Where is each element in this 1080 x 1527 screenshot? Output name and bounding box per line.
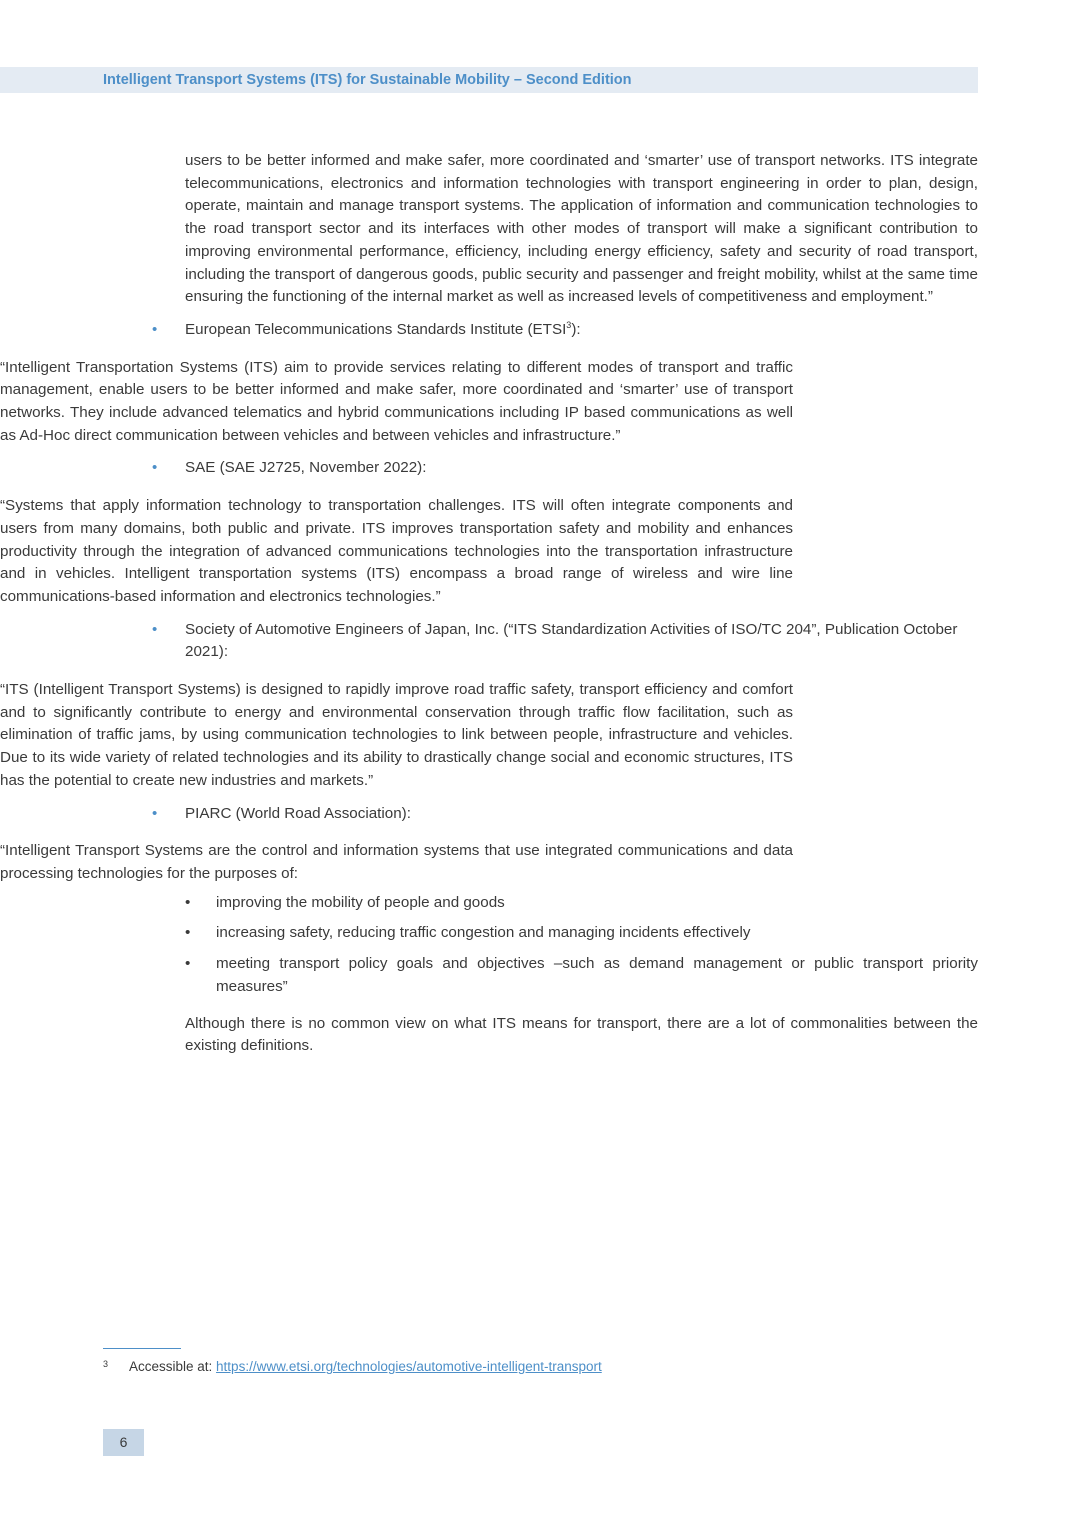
source-label: SAE (SAE J2725, November 2022): <box>185 459 427 477</box>
source-label-end: ): <box>571 320 581 338</box>
footnote-label: Accessible at: <box>129 1359 217 1374</box>
footnote-divider <box>103 1348 181 1349</box>
running-header-title: Intelligent Transport Systems (ITS) for Sustainable Mobility – Second Edition <box>103 72 632 88</box>
list-item-text: increasing safety, reducing traffic congestion and managing incidents effectively <box>216 924 751 942</box>
bullet-icon: • <box>152 320 158 338</box>
list-item <box>185 953 978 998</box>
source-label: PIARC (World Road Association): <box>185 804 411 822</box>
definition-quote-sae: “Systems that apply information technology to transportation challenges. ITS will often integrate components and users from many domains, both public and private. ITS improves transportation safety and mobility and enhances productivity through the integration of advanced communications technologies into the transportation infrastructure and in vehicles. Intelligent transportation systems (ITS) encompass a broad range of wireless and wire line communications-based information and electronics technologies.” <box>0 497 793 605</box>
closing-paragraph: Although there is no common view on what ITS means for transport, there are a lot of commonalities between the existing definitions. <box>185 1014 978 1055</box>
page-number: 6 <box>103 1429 144 1456</box>
definition-quote-etsi: “Intelligent Transportation Systems (ITS) aim to provide services relating to different modes of transport and traffic management, enable users to be better informed and make safer, more coordinated and ‘smarter’ use of transport networks. They include advanced telematics and hybrid communications including IP based communications as well as Ad-Hoc direct communication between vehicles and between vehicles and infrastructure.” <box>0 358 793 444</box>
bullet-icon: • <box>185 924 191 942</box>
bullet-icon: • <box>152 620 158 638</box>
bullet-icon: • <box>152 804 158 822</box>
definition-source-jsae <box>152 619 978 664</box>
footnote-ref[interactable]: 3 <box>566 319 572 330</box>
intro-paragraph: users to be better informed and make safer, more coordinated and ‘smarter’ use of transport networks. ITS integrate telecommunications, electronics and information technologies with transport engineering in order to plan, design, operate, maintain and manage transport systems. The application of information and communication technologies to the road transport sector and its interfaces with other modes of transport will make a significant contribution to improving environmental performance, efficiency, including energy efficiency, safety and security of road transport, including the transport of dangerous goods, public security and passenger and freight mobility, whilst at the same time ensuring the functioning of the internal market as well as increased levels of competitiveness and employment.” <box>185 152 978 306</box>
list-item-text: improving the mobility of people and goods <box>216 893 505 911</box>
list-item-text: meeting transport policy goals and objectives –such as demand management or public transport priority measures” <box>216 955 978 995</box>
source-label: European Telecommunications Standards Institute (ETSI <box>185 320 567 338</box>
definition-source-piarc <box>152 803 978 826</box>
footnote <box>103 1359 602 1374</box>
list-item <box>185 892 978 915</box>
piarc-purposes-list <box>185 892 978 999</box>
definition-quote-jsae: “ITS (Intelligent Transport Systems) is designed to rapidly improve road traffic safety, transport efficiency and comfort and to significantly contribute to energy and environmental conservation through traffic flow facilitation, such as elimination of traffic jams, by using communication technologies to link between people, infrastructure and vehicles. Due to its wide variety of related technologies and its ability to drastically change social and economic structures, ITS has the potential to create new industries and markets.” <box>0 681 793 789</box>
bullet-icon: • <box>185 955 191 973</box>
bullet-icon: • <box>185 893 191 911</box>
definition-quote-piarc: “Intelligent Transport Systems are the control and information systems that use integrated communications and data processing technologies for the purposes of: <box>0 842 793 882</box>
body-text <box>0 150 1080 1073</box>
source-label: Society of Automotive Engineers of Japan, Inc. (“ITS Standardization Activities of ISO/TC 204”, Publication October 2021): <box>185 620 958 661</box>
footnote-number: 3 <box>103 1359 109 1369</box>
bullet-icon: • <box>152 459 158 477</box>
footnote-link[interactable]: https://www.etsi.org/technologies/automotive-intelligent-transport <box>216 1359 602 1374</box>
definition-source-etsi <box>152 319 978 342</box>
list-item <box>185 922 978 945</box>
definition-source-sae <box>152 457 978 480</box>
